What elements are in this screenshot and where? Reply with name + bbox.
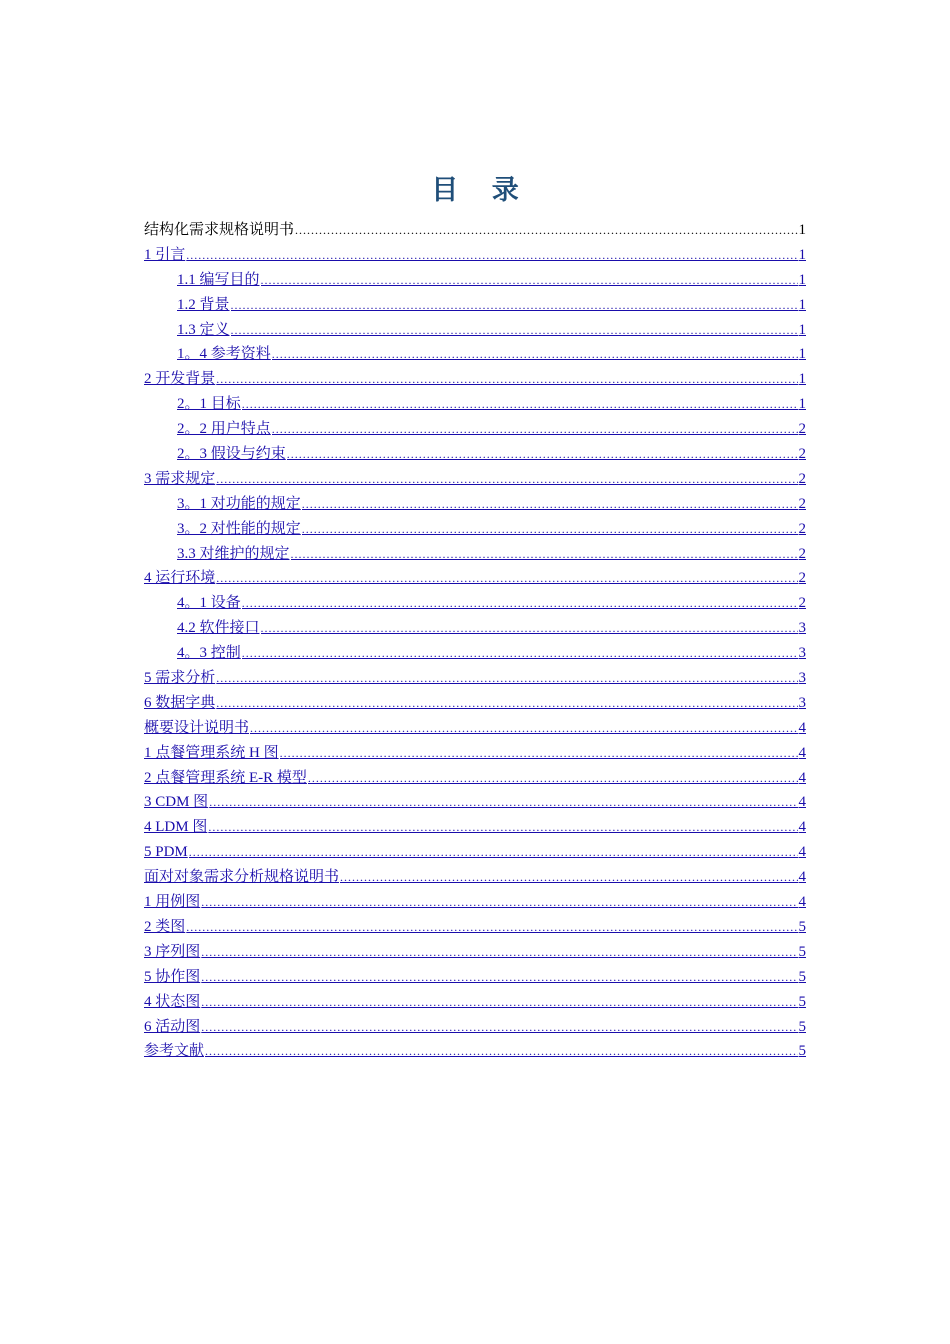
toc-entry[interactable] <box>144 616 806 641</box>
toc-entry[interactable] <box>144 293 806 318</box>
toc-entry-page-number: 5 <box>798 968 806 985</box>
toc-dot-leader <box>231 293 798 318</box>
toc-entry[interactable] <box>144 741 806 766</box>
toc-entry-label: 1.2 背景 <box>177 296 230 313</box>
toc-entry[interactable] <box>144 268 806 293</box>
toc-entry-label: 3 需求规定 <box>144 470 216 487</box>
toc-entry-label: 2 点餐管理系统 E-R 模型 <box>144 769 307 786</box>
toc-dot-leader <box>216 367 797 392</box>
toc-entry[interactable] <box>144 1015 806 1040</box>
toc-entry[interactable] <box>144 691 806 716</box>
toc-entry[interactable] <box>144 815 806 840</box>
toc-entry <box>144 218 806 243</box>
toc-entry-page-number: 5 <box>798 993 806 1010</box>
toc-entry-label: 5 协作图 <box>144 968 201 985</box>
toc-dot-leader <box>216 666 797 691</box>
toc-entry-label: 4。3 控制 <box>177 645 241 662</box>
toc-dot-leader <box>201 990 797 1015</box>
toc-dot-leader <box>280 741 798 766</box>
toc-dot-leader <box>231 318 798 343</box>
toc-dot-leader <box>302 517 798 542</box>
toc-dot-leader <box>340 865 797 890</box>
toc-entry-label: 1。4 参考资料 <box>177 346 271 363</box>
toc-dot-leader <box>205 1039 797 1064</box>
toc-dot-leader <box>287 442 798 467</box>
toc-entry[interactable] <box>144 865 806 890</box>
toc-dot-leader <box>209 790 797 815</box>
toc-entry-label: 3。2 对性能的规定 <box>177 520 301 537</box>
toc-entry-page-number: 5 <box>798 918 806 935</box>
toc-entry[interactable] <box>144 790 806 815</box>
toc-entry-page-number: 3 <box>798 620 806 637</box>
toc-entry[interactable] <box>144 566 806 591</box>
toc-entry-page-number: 2 <box>798 520 806 537</box>
toc-entry-page-number: 1 <box>798 371 806 388</box>
toc-entry-label: 4.2 软件接口 <box>177 620 260 637</box>
toc-entry[interactable] <box>144 716 806 741</box>
toc-entry-page-number: 1 <box>798 222 806 238</box>
toc-entry-label: 3。1 对功能的规定 <box>177 495 301 512</box>
toc-entry[interactable] <box>144 392 806 417</box>
toc-entry-page-number: 2 <box>798 421 806 438</box>
toc-entry[interactable] <box>144 492 806 517</box>
toc-entry-label: 4 LDM 图 <box>144 819 208 836</box>
toc-entry-label: 概要设计说明书 <box>144 719 250 736</box>
toc-entry-label: 1.3 定义 <box>177 321 230 338</box>
toc-entry-label: 结构化需求规格说明书 <box>144 222 295 238</box>
toc-entry-page-number: 2 <box>798 446 806 463</box>
toc-entry-label: 6 活动图 <box>144 1018 201 1035</box>
toc-entry-page-number: 4 <box>798 769 806 786</box>
toc-entry[interactable] <box>144 766 806 791</box>
toc-entry-page-number: 4 <box>798 869 806 886</box>
toc-entry-page-number: 3 <box>798 645 806 662</box>
toc-entry-page-number: 2 <box>798 495 806 512</box>
toc-entry-label: 4。1 设备 <box>177 595 241 612</box>
toc-entry-label: 1 引言 <box>144 246 186 263</box>
toc-entry-page-number: 2 <box>798 470 806 487</box>
toc-entry-label: 1 点餐管理系统 H 图 <box>144 744 279 761</box>
toc-entry[interactable] <box>144 915 806 940</box>
toc-dot-leader <box>272 417 798 442</box>
toc-entry-label: 2。3 假设与约束 <box>177 446 286 463</box>
toc-entry-page-number: 4 <box>798 844 806 861</box>
toc-entry-page-number: 4 <box>798 894 806 911</box>
toc-entry-label: 面对对象需求分析规格说明书 <box>144 869 340 886</box>
toc-dot-leader <box>242 392 798 417</box>
toc-dot-leader <box>261 616 798 641</box>
toc-entry[interactable] <box>144 417 806 442</box>
table-of-contents <box>144 218 806 1064</box>
toc-entry-page-number: 4 <box>798 819 806 836</box>
toc-entry[interactable] <box>144 591 806 616</box>
toc-entry-page-number: 2 <box>798 570 806 587</box>
toc-dot-leader <box>201 1015 797 1040</box>
toc-dot-leader <box>242 591 798 616</box>
toc-dot-leader <box>201 940 797 965</box>
toc-entry-label: 参考文献 <box>144 1043 205 1060</box>
toc-entry-page-number: 5 <box>798 1043 806 1060</box>
toc-dot-leader <box>242 641 798 666</box>
toc-entry-label: 3 CDM 图 <box>144 794 209 811</box>
toc-entry-page-number: 2 <box>798 545 806 562</box>
toc-entry-label: 5 需求分析 <box>144 670 216 687</box>
toc-entry[interactable] <box>144 940 806 965</box>
toc-title: 目 录 <box>431 175 531 206</box>
toc-entry-page-number: 4 <box>798 794 806 811</box>
toc-dot-leader <box>261 268 798 293</box>
toc-entry-label: 4 状态图 <box>144 993 201 1010</box>
toc-dot-leader <box>201 890 797 915</box>
toc-dot-leader <box>216 467 797 492</box>
toc-entry-label: 3 序列图 <box>144 943 201 960</box>
toc-dot-leader <box>272 342 798 367</box>
toc-dot-leader <box>291 542 798 567</box>
toc-entry[interactable] <box>144 641 806 666</box>
toc-dot-leader <box>189 840 798 865</box>
toc-entry-page-number: 3 <box>798 670 806 687</box>
toc-entry-page-number: 5 <box>798 1018 806 1035</box>
toc-entry-page-number: 1 <box>798 246 806 263</box>
toc-entry[interactable] <box>144 1039 806 1064</box>
toc-entry-page-number: 1 <box>798 271 806 288</box>
toc-entry[interactable] <box>144 467 806 492</box>
toc-entry-page-number: 2 <box>798 595 806 612</box>
toc-entry-page-number: 4 <box>798 744 806 761</box>
toc-entry[interactable] <box>144 442 806 467</box>
toc-entry-label: 1.1 编写目的 <box>177 271 260 288</box>
toc-dot-leader <box>208 815 797 840</box>
toc-dot-leader <box>216 691 797 716</box>
toc-entry-label: 4 运行环境 <box>144 570 216 587</box>
toc-entry[interactable] <box>144 318 806 343</box>
toc-dot-leader <box>201 965 797 990</box>
toc-entry[interactable] <box>144 542 806 567</box>
toc-entry-label: 2。2 用户特点 <box>177 421 271 438</box>
toc-entry[interactable] <box>144 517 806 542</box>
toc-entry-page-number: 4 <box>798 719 806 736</box>
toc-entry-page-number: 1 <box>798 346 806 363</box>
toc-entry[interactable] <box>144 965 806 990</box>
toc-entry[interactable] <box>144 666 806 691</box>
toc-entry-label: 5 PDM <box>144 844 188 861</box>
toc-dot-leader <box>295 218 797 243</box>
toc-entry[interactable] <box>144 990 806 1015</box>
toc-entry[interactable] <box>144 367 806 392</box>
toc-entry[interactable] <box>144 890 806 915</box>
toc-dot-leader <box>250 716 797 741</box>
toc-entry-label: 2 开发背景 <box>144 371 216 388</box>
toc-entry-label: 2。1 目标 <box>177 396 241 413</box>
toc-dot-leader <box>186 243 797 268</box>
toc-dot-leader <box>308 766 798 791</box>
toc-entry[interactable] <box>144 342 806 367</box>
toc-dot-leader <box>302 492 798 517</box>
toc-dot-leader <box>186 915 797 940</box>
toc-dot-leader <box>216 566 797 591</box>
toc-entry-label: 6 数据字典 <box>144 694 216 711</box>
toc-entry-page-number: 1 <box>798 296 806 313</box>
toc-entry-label: 2 类图 <box>144 918 186 935</box>
toc-entry-label: 3.3 对维护的规定 <box>177 545 290 562</box>
toc-entry-page-number: 1 <box>798 396 806 413</box>
toc-entry[interactable] <box>144 243 806 268</box>
toc-entry-page-number: 5 <box>798 943 806 960</box>
toc-entry-label: 1 用例图 <box>144 894 201 911</box>
toc-entry-page-number: 1 <box>798 321 806 338</box>
toc-entry[interactable] <box>144 840 806 865</box>
toc-entry-page-number: 3 <box>798 694 806 711</box>
